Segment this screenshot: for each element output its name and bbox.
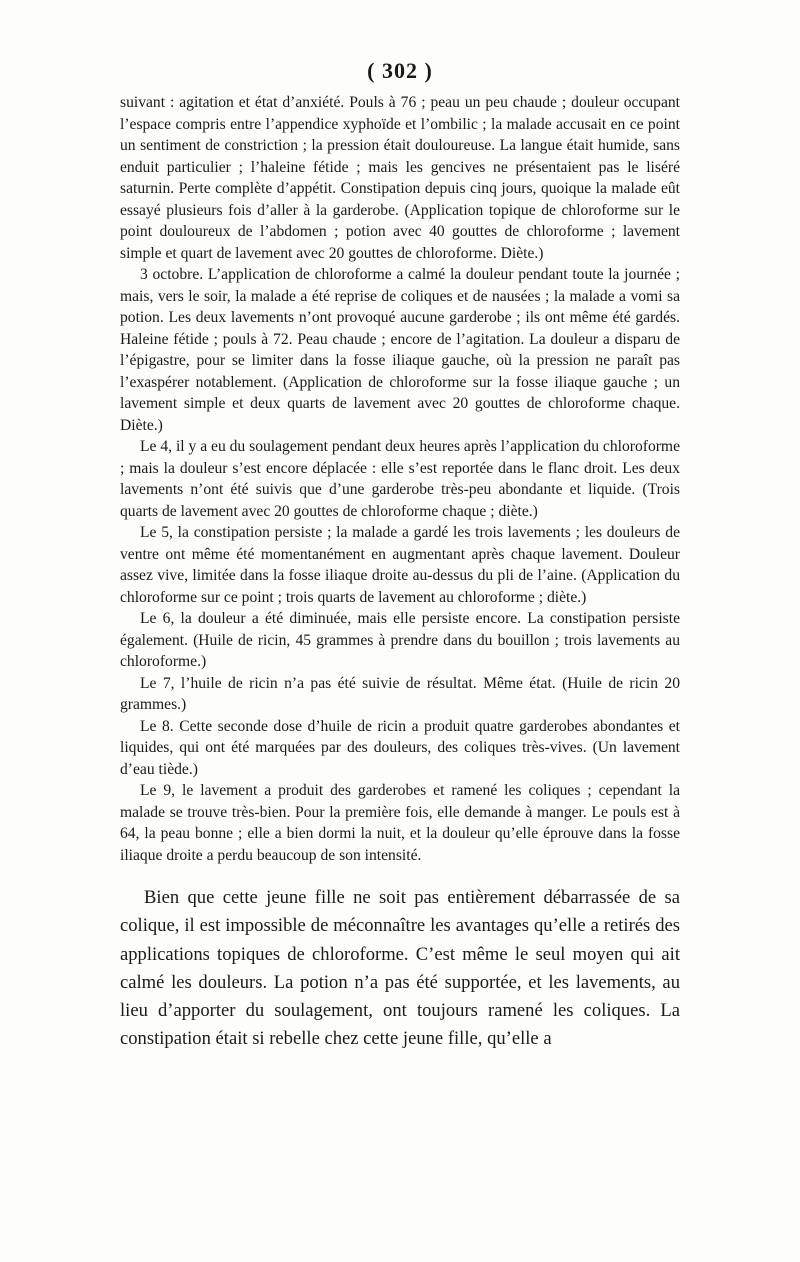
commentary-paragraph: Bien que cette jeune fille ne soit pas entièrement débarrassée de sa colique, il est impossible de méconnaître les avantages qu’elle a retirés des applications topiques de chloroforme. C’est même le seul moyen qui ait calmé les douleurs. La potion n’a pas été supportée, et les lavements, au lieu d’apporter du soulagement, ont toujours ramené les coliques. La constipation était si rebelle chez cette jeune fille, qu’elle a [120, 887, 680, 1050]
case-observations [120, 92, 680, 866]
observation-continuation: suivant : agitation et état d’anxiété. Pouls à 76 ; peau un peu chaude ; douleur occupant l’espace compris entre l’appendice xyphoïde et l’ombilic ; la malade accusait en ce point un sentiment de constriction ; la pression était douloureuse. La langue était humide, sans enduit particulier ; l’haleine fétide ; mais les gencives ne présentaient pas le liséré saturnin. Perte complète d’appétit. Constipation depuis cinq jours, quoique la malade eût essayé plusieurs fois d’aller à la garderobe. (Application topique de chloroforme sur le point douloureux de l’abdomen ; potion avec 40 gouttes de chloroforme ; lavement simple et quart de lavement avec 20 gouttes de chloroforme. Diète.) [120, 94, 680, 262]
observation-le-6: Le 6, la douleur a été diminuée, mais elle persiste encore. La constipation persiste également. (Huile de ricin, 45 grammes à prendre dans du bouillon ; trois lavements au chloroforme.) [120, 610, 680, 670]
observation-3-octobre: 3 octobre. L’application de chloroforme a calmé la douleur pendant toute la journée ; mais, vers le soir, la malade a été reprise de coliques et de nausées ; la malade a vomi sa potion. Les deux lavements n’ont provoqué aucune garderobe ; ils ont même été gardés. Haleine fétide ; pouls à 72. Peau chaude ; encore de l’agitation. La douleur a disparu de l’épigastre, pour se limiter dans la fosse iliaque gauche, où la pression ne paraît pas l’exaspérer notablement. (Application de chloroforme sur la fosse iliaque gauche ; un lavement simple et deux quarts de lavement avec 20 gouttes de chloroforme chaque. Diète.) [120, 266, 680, 434]
page-body [120, 92, 680, 1054]
commentary-section [120, 884, 680, 1054]
observation-le-9: Le 9, le lavement a produit des garderobes et ramené les coliques ; cependant la malade se trouve très-bien. Pour la première fois, elle demande à manger. Le pouls est à 64, la peau bonne ; elle a bien dormi la nuit, et la douleur qu’elle éprouve dans la fosse iliaque droite a perdu beaucoup de son intensité. [120, 782, 680, 864]
observation-le-8: Le 8. Cette seconde dose d’huile de ricin a produit quatre garderobes abondantes et liquides, qui ont été marquées par des douleurs, des coliques très-vives. (Un lavement d’eau tiède.) [120, 717, 680, 778]
observation-le-5: Le 5, la constipation persiste ; la malade a gardé les trois lavements ; les douleurs de ventre ont même été momentanément en augmentant après chaque lavement. Douleur assez vive, limitée dans la fosse iliaque droite au-dessus du pli de l’aine. (Application du chloroforme sur ce point ; trois quarts de lavement au chloroforme ; diète.) [120, 524, 680, 606]
observation-le-7: Le 7, l’huile de ricin n’a pas été suivie de résultat. Même état. (Huile de ricin 20 grammes.) [120, 674, 680, 713]
page-number: ( 302 ) [367, 58, 433, 83]
observation-le-4: Le 4, il y a eu du soulagement pendant deux heures après l’application du chloroforme ; mais la douleur s’est encore déplacée : elle s’est reportée dans le flanc droit. Les deux lavements n’ont été suivis que d’une garderobe très-peu abondante et liquide. (Trois quarts de lavement avec 20 gouttes de chloroforme chaque ; diète.) [120, 438, 680, 520]
